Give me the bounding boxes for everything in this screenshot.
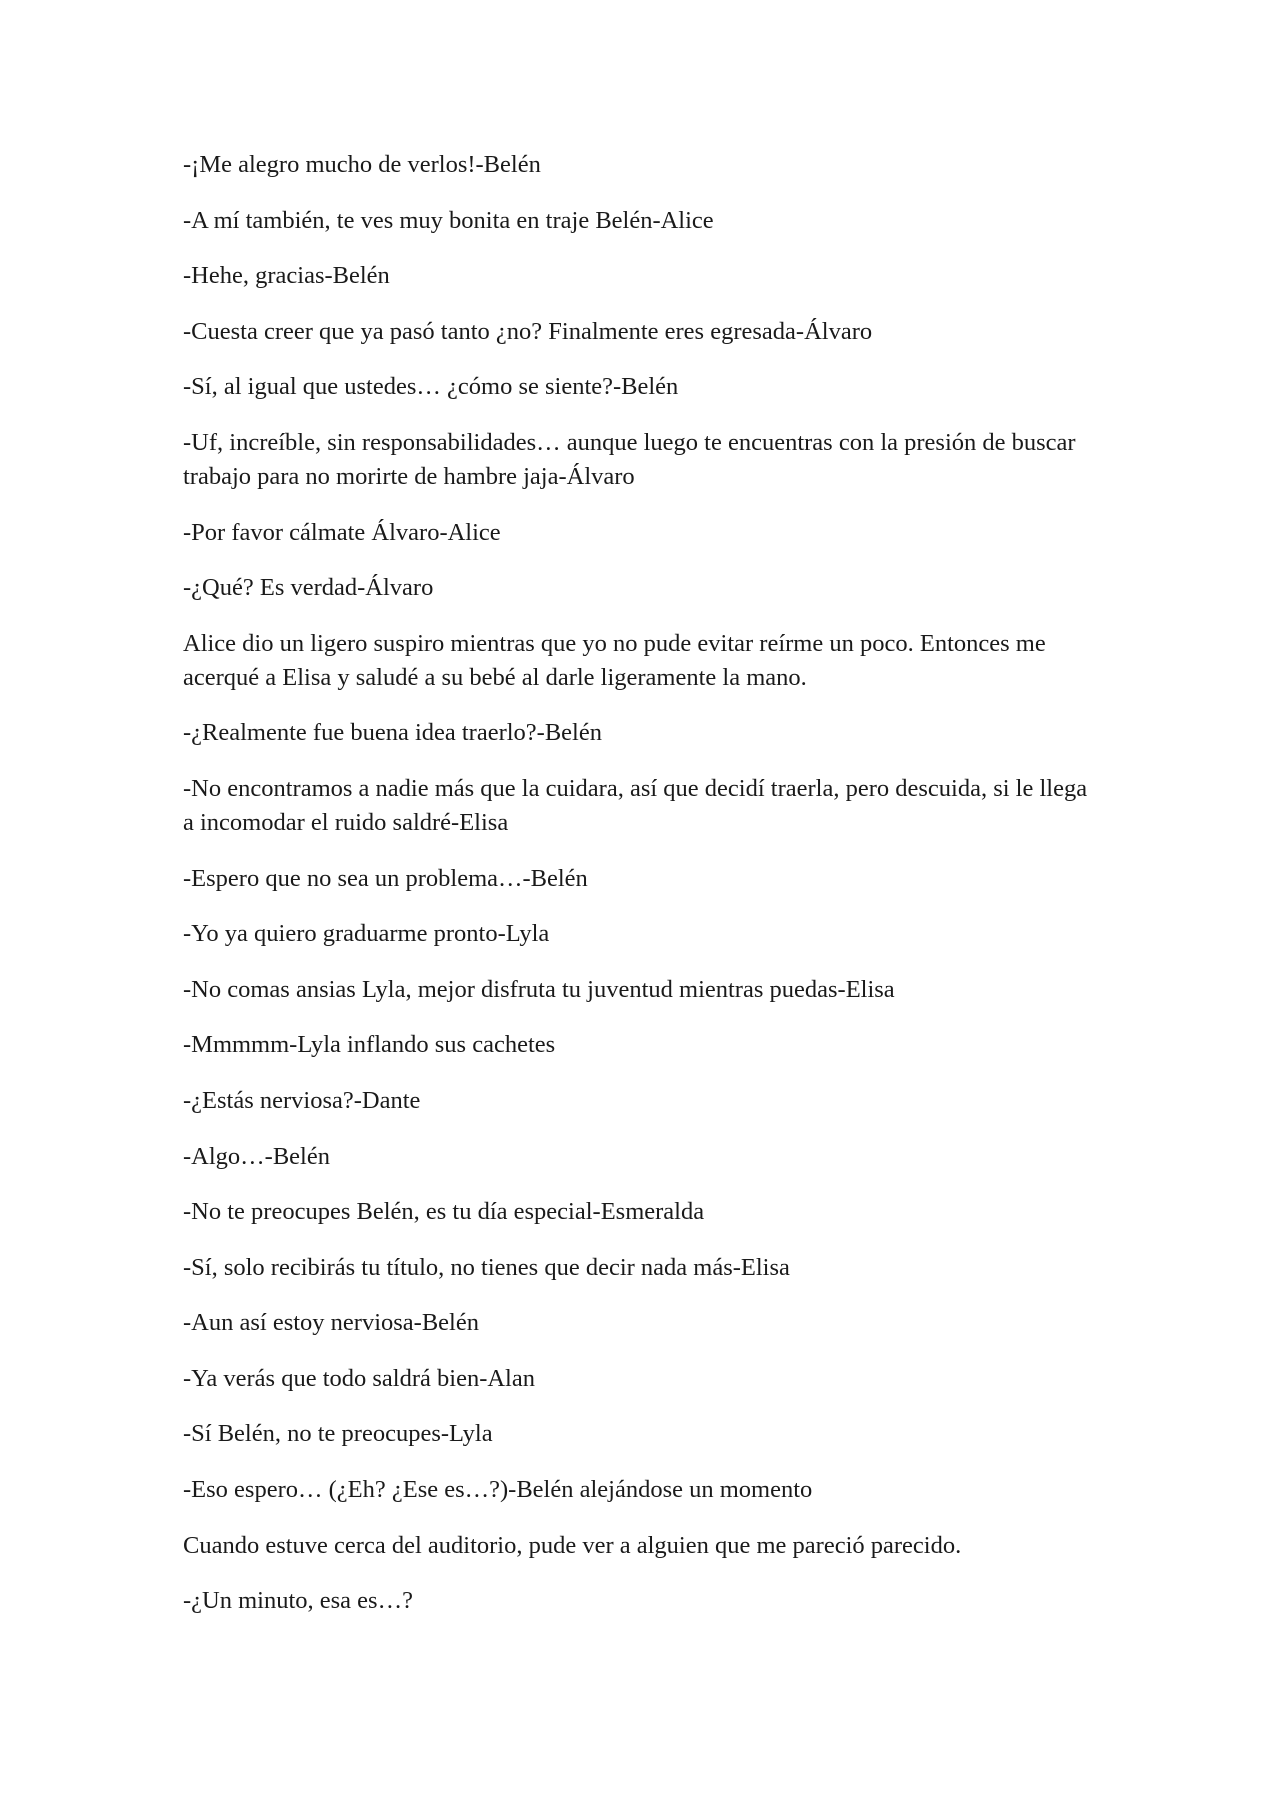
paragraph: -¿Estás nerviosa?-Dante xyxy=(183,1086,421,1114)
paragraph: -Ya verás que todo saldrá bien-Alan xyxy=(183,1364,535,1392)
paragraph: -Hehe, gracias-Belén xyxy=(183,262,390,290)
paragraph: -Uf, increíble, sin responsabilidades… aunque luego te encuentras con la presión de buscar trabajo para no morirte de hambre jaja-Álvaro xyxy=(183,428,1076,490)
paragraph: -Yo ya quiero graduarme pronto-Lyla xyxy=(183,920,550,948)
paragraph: -¿Un minuto, esa es…? xyxy=(183,1587,413,1615)
paragraph: -No encontramos a nadie más que la cuidara, así que decidí traerla, pero descuida, si le llega a incomodar el ruido saldré-Elisa xyxy=(183,774,1088,836)
paragraph: -Sí, solo recibirás tu título, no tienes que decir nada más-Elisa xyxy=(183,1253,790,1281)
paragraph: -Eso espero… (¿Eh? ¿Ese es…?)-Belén alejándose un momento xyxy=(183,1476,813,1504)
paragraph: -¡Me alegro mucho de verlos!-Belén xyxy=(183,151,541,178)
paragraph: -Mmmmm-Lyla inflando sus cachetes xyxy=(183,1031,556,1059)
paragraph: -Cuesta creer que ya pasó tanto ¿no? Finalmente eres egresada-Álvaro xyxy=(183,317,873,345)
document-body xyxy=(183,148,1103,1640)
paragraph: -No comas ansias Lyla, mejor disfruta tu juventud mientras puedas-Elisa xyxy=(183,975,895,1003)
paragraph: -¿Qué? Es verdad-Álvaro xyxy=(183,574,434,602)
paragraph: Alice dio un ligero suspiro mientras que yo no pude evitar reírme un poco. Entonces me acerqué a Elisa y saludé a su bebé al darle ligeramente la mano. xyxy=(183,629,1046,691)
paragraph: -A mí también, te ves muy bonita en traje Belén-Alice xyxy=(183,206,714,234)
paragraph: -Espero que no sea un problema…-Belén xyxy=(183,864,588,892)
paragraph: -Aun así estoy nerviosa-Belén xyxy=(183,1309,479,1337)
paragraph: -No te preocupes Belén, es tu día especial-Esmeralda xyxy=(183,1198,705,1226)
paragraph: Cuando estuve cerca del auditorio, pude ver a alguien que me pareció parecido. xyxy=(183,1531,962,1559)
paragraph: -¿Realmente fue buena idea traerlo?-Belén xyxy=(183,719,602,747)
paragraph: -Sí Belén, no te preocupes-Lyla xyxy=(183,1420,493,1448)
paragraph: -Sí, al igual que ustedes… ¿cómo se siente?-Belén xyxy=(183,373,679,401)
paragraph: -Por favor cálmate Álvaro-Alice xyxy=(183,518,501,546)
paragraph: -Algo…-Belén xyxy=(183,1142,330,1170)
